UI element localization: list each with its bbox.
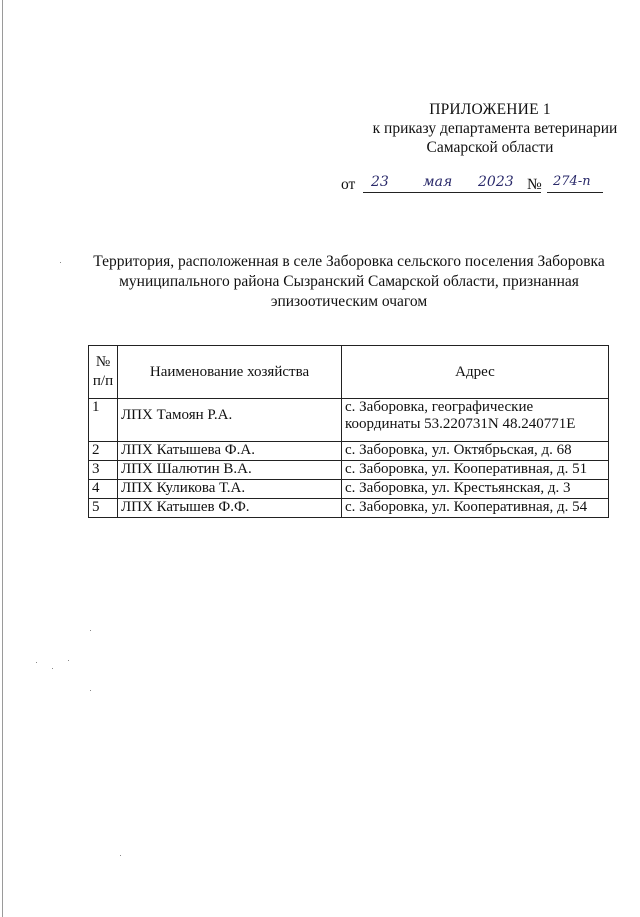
row-number: 4 <box>89 480 118 499</box>
row-farm-name: ЛПХ Шалютин В.А. <box>118 461 342 480</box>
heading-line-3: эпизоотическим очагом <box>270 293 428 310</box>
row-number: 5 <box>89 499 118 518</box>
scan-speck <box>36 662 37 663</box>
scan-speck <box>60 262 61 263</box>
order-date-year: 2023 <box>478 174 514 190</box>
row-farm-name: ЛПХ Катышева Ф.А. <box>118 442 342 461</box>
heading-line-2: муниципального района Сызранский Самарской области, признанная <box>119 273 579 290</box>
order-date-field <box>363 172 541 193</box>
households-table <box>88 345 609 518</box>
order-number-value: 274-п <box>553 174 591 189</box>
order-number-field <box>547 172 603 193</box>
appendix-block <box>340 100 640 157</box>
order-number-label: № <box>527 176 542 193</box>
header-number: № п/п <box>89 346 118 399</box>
row-number: 3 <box>89 461 118 480</box>
scan-speck <box>90 630 91 631</box>
row-address: с. Заборовка, ул. Крестьянская, д. 3 <box>342 480 609 499</box>
scan-speck <box>90 690 91 691</box>
order-date-number-line <box>341 172 611 196</box>
table-header-row <box>89 346 609 399</box>
row-farm-name: ЛПХ Куликова Т.А. <box>118 480 342 499</box>
row-farm-name: ЛПХ Тамоян Р.А. <box>118 399 342 442</box>
document-heading <box>80 252 618 312</box>
scan-edge-line <box>2 0 3 917</box>
row-farm-name: ЛПХ Катышев Ф.Ф. <box>118 499 342 518</box>
header-farm-name: Наименование хозяйства <box>118 346 342 399</box>
scan-speck <box>52 668 53 669</box>
table-row <box>89 461 609 480</box>
row-address: с. Заборовка, ул. Кооперативная, д. 51 <box>342 461 609 480</box>
table-row <box>89 480 609 499</box>
heading-line-1: Территория, расположенная в селе Заборовка сельского поселения Заборовка <box>93 253 605 270</box>
row-address: с. Заборовка, ул. Кооперативная, д. 54 <box>342 499 609 518</box>
header-address: Адрес <box>342 346 609 399</box>
scan-speck <box>68 660 69 661</box>
order-from-label: от <box>341 176 356 193</box>
row-number: 2 <box>89 442 118 461</box>
order-date-day: 23 <box>371 174 389 190</box>
table-row <box>89 442 609 461</box>
row-address: с. Заборовка, ул. Октябрьская, д. 68 <box>342 442 609 461</box>
appendix-order-ref: к приказу департамента ветеринарии <box>372 120 618 137</box>
scan-speck <box>120 855 121 856</box>
appendix-region: Самарской области <box>426 139 554 156</box>
row-number: 1 <box>89 399 118 442</box>
table-row <box>89 399 609 442</box>
order-date-month: мая <box>423 174 453 190</box>
appendix-title: ПРИЛОЖЕНИЕ 1 <box>429 101 551 118</box>
row-address: с. Заборовка, географические координаты 53.220731N 48.240771E <box>342 399 609 442</box>
table-row <box>89 499 609 518</box>
